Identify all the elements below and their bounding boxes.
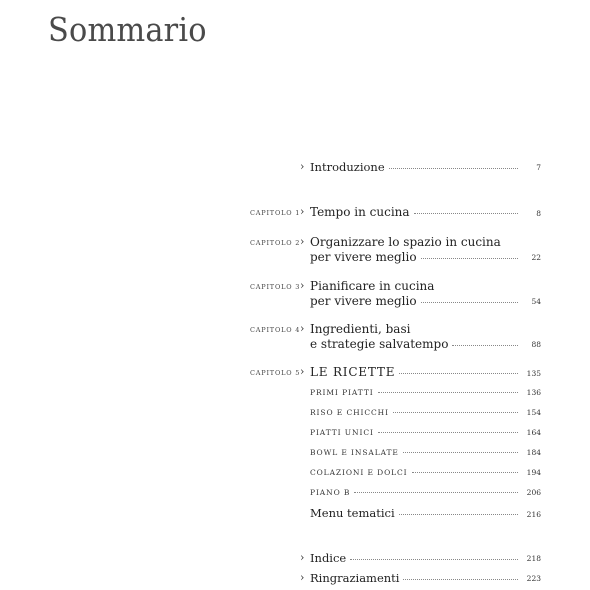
subentry-label: RISO E CHICCHI (310, 408, 389, 417)
dot-leader (421, 302, 518, 303)
page-number: 8 (536, 209, 541, 218)
page-number: 194 (526, 468, 541, 477)
chevron-right-icon: › (300, 235, 305, 248)
subentry-label: PRIMI PIATTI (310, 388, 374, 397)
dot-leader (378, 432, 518, 433)
subentry-label: BOWL E INSALATE (310, 448, 399, 457)
chapter-label: CAPITOLO 1 (250, 209, 300, 217)
entry-label: Menu tematici (310, 506, 395, 520)
page-number: 135 (526, 369, 541, 378)
page-number: 206 (526, 488, 541, 497)
entry-label: Indice (310, 551, 347, 565)
entry-label-line-2: e strategie salvatempo (310, 337, 449, 351)
chevron-right-icon: › (300, 571, 305, 584)
entry-label-line-2: per vivere meglio (310, 250, 417, 264)
subentry-label: PIANO B (310, 488, 351, 497)
chevron-right-icon: › (300, 322, 305, 335)
chevron-right-icon: › (300, 160, 305, 173)
dot-leader (393, 412, 518, 413)
page-number: 184 (526, 448, 541, 457)
page-number: 223 (526, 574, 541, 583)
chapter-label: CAPITOLO 5 (250, 369, 300, 377)
dot-leader (399, 373, 518, 374)
page-number: 164 (526, 428, 541, 437)
entry-label-line-2: per vivere meglio (310, 294, 417, 308)
page-number: 22 (531, 253, 541, 262)
entry-label: Tempo in cucina (310, 205, 410, 219)
chevron-right-icon: › (300, 279, 305, 292)
page-title: Sommario (48, 10, 207, 49)
dot-leader (399, 514, 518, 515)
dot-leader (403, 579, 518, 580)
dot-leader (350, 559, 518, 560)
dot-leader (412, 472, 518, 473)
chevron-right-icon: › (300, 551, 305, 564)
chevron-right-icon: › (300, 205, 305, 218)
page-number: 154 (526, 408, 541, 417)
page-number: 54 (531, 297, 541, 306)
dot-leader (421, 258, 518, 259)
chapter-label: CAPITOLO 4 (250, 326, 300, 334)
subentry-label: COLAZIONI E DOLCI (310, 468, 408, 477)
dot-leader (452, 345, 518, 346)
page-number: 218 (526, 554, 541, 563)
dot-leader (414, 213, 518, 214)
page-number: 136 (526, 388, 541, 397)
page-number: 88 (531, 340, 541, 349)
entry-label: Introduzione (310, 160, 385, 174)
chapter-label: CAPITOLO 3 (250, 283, 300, 291)
entry-label-line-1: Pianificare in cucina (310, 279, 435, 293)
entry-label: Ringraziamenti (310, 571, 400, 585)
chevron-right-icon: › (300, 365, 305, 378)
page-number: 7 (536, 163, 541, 172)
dot-leader (354, 492, 518, 493)
dot-leader (403, 452, 518, 453)
entry-label-line-1: Organizzare lo spazio in cucina (310, 235, 501, 249)
entry-label: LE RICETTE (310, 365, 396, 379)
dot-leader (378, 392, 518, 393)
chapter-label: CAPITOLO 2 (250, 239, 300, 247)
subentry-label: PIATTI UNICI (310, 428, 374, 437)
entry-label-line-1: Ingredienti, basi (310, 322, 411, 336)
dot-leader (389, 168, 518, 169)
page-number: 216 (526, 510, 541, 519)
